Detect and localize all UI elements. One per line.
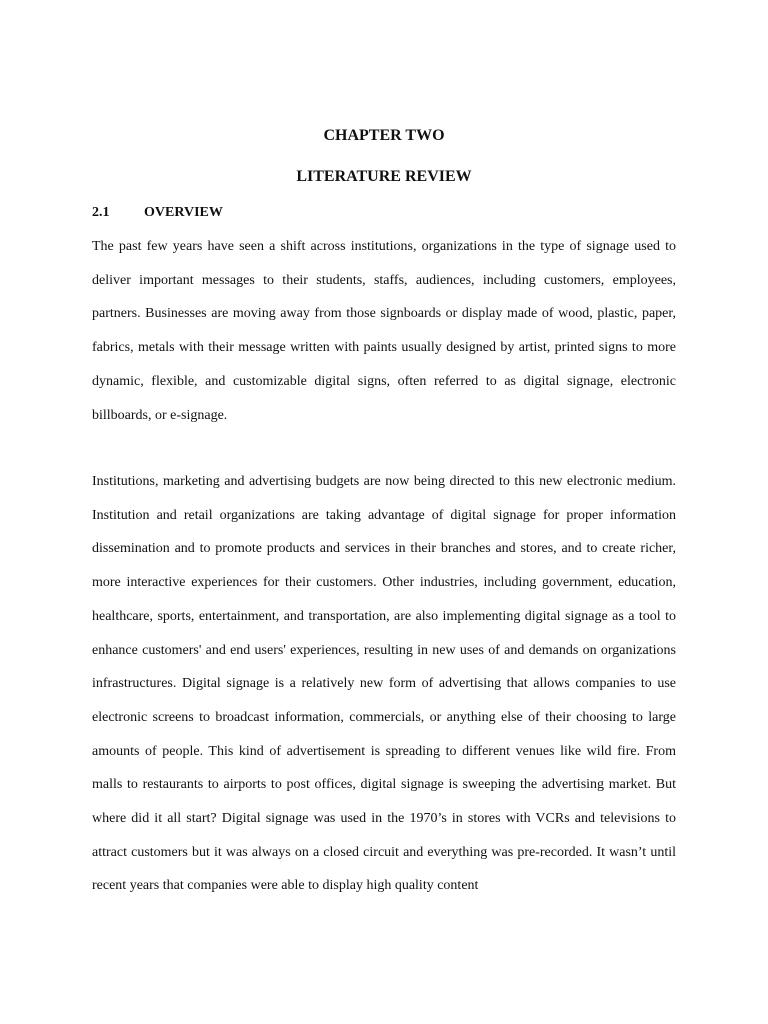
paragraph-overview-2: Institutions, marketing and advertising budgets are now being directed to this new electronic medium. Institution and retail organizations are taking advantage of digital signage for proper information dissemination and to promote products and services in their branches and stores, and to create richer, more interactive experiences for their customers. Other industries, including government, education, healthcare, sports, entertainment, and transportation, are also implementing digital signage as a tool to enhance customers' and end users' experiences, resulting in new uses of and demands on organizations infrastructures. Digital signage is a relatively new form of advertising that allows companies to use electronic screens to broadcast information, commercials, or anything else of their choosing to large amounts of people. This kind of advertisement is spreading to different venues like wild fire. From malls to restaurants to airports to post offices, digital signage is sweeping the advertising market. But where did it all start? Digital signage was used in the 1970’s in stores with VCRs and televisions to attract customers but it was always on a closed circuit and everything was pre-recorded. It wasn’t until recent years that companies were able to display high quality content [92, 474, 676, 894]
chapter-subtitle: LITERATURE REVIEW [296, 168, 472, 185]
section-heading [92, 204, 223, 222]
paragraph-overview-1: The past few years have seen a shift across institutions, organizations in the type of signage used to deliver important messages to their students, staffs, audiences, including customers, employees, partners. Businesses are moving away from those signboards or display made of wood, plastic, paper, fabrics, metals with their message written with paints usually designed by artist, printed signs to more dynamic, flexible, and customizable digital signs, often referred to as digital signage, electronic billboards, or e-signage. [92, 239, 676, 423]
section-title: OVERVIEW [144, 205, 223, 220]
section-number: 2.1 [92, 205, 110, 220]
chapter-title: CHAPTER TWO [323, 127, 445, 144]
